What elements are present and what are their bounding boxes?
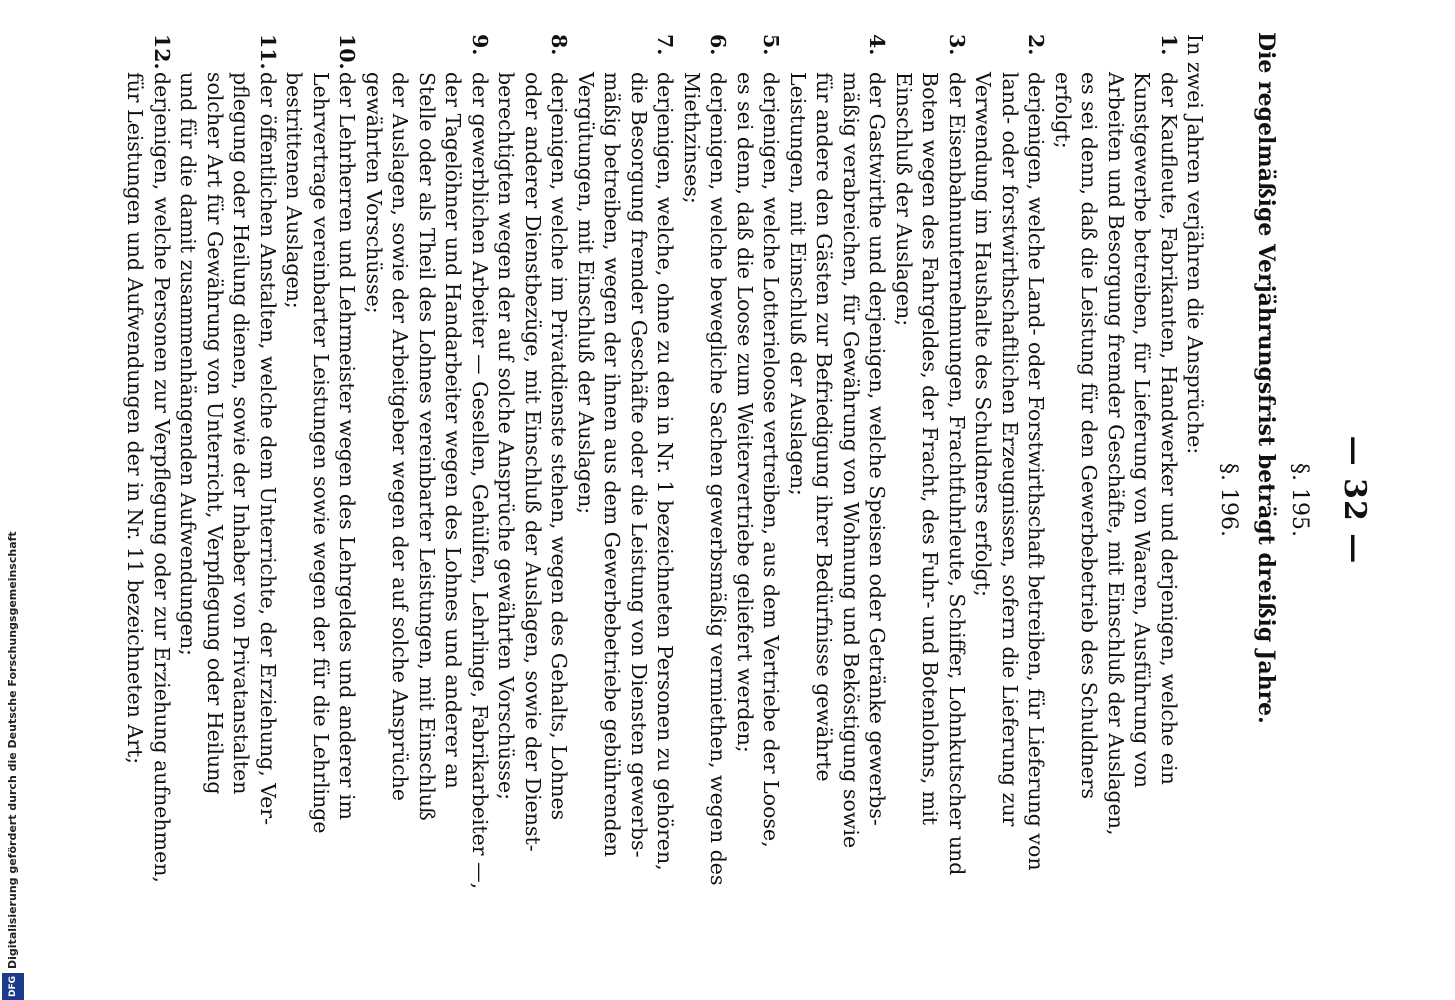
item-text-line: die Besorgung fremder Geschäfte oder die Leistung von Diensten gewerbs- [627,72,651,858]
item-text-line: der Gastwirthe und derjenigen, welche Speisen oder Getränke gewerbs- [865,72,890,826]
document-page [80,20,1390,980]
item-text-line: derjenigen, welche bewegliche Sachen gewerbsmäßig vermiethen, wegen des [706,72,731,886]
item-number: 8. [547,34,572,56]
item-text-line: und für die damit zusammenhängenden Aufwendungen; [176,72,201,656]
item-text-line: der Eisenbahnunternehmungen, Frachtfuhrleute, Schiffer, Lohnkutscher und [945,72,969,876]
item-text-line: Miethzinses; [680,72,704,204]
item-text-line: mäßig betreiben, wegen der ihnen aus dem Gewerbebetriebe gebührenden [600,72,625,858]
item-text-line: Boten wegen des Fahrgeldes, der Fracht, des Fuhr- und Botenlohns, mit [918,72,943,826]
dfg-logo-icon: DFG [2,973,24,1000]
item-text-line: es sei denn, daß die Leistung für den Gewerbebetrieb des Schuldners [1077,72,1102,800]
item-text-line: erfolgt; [1051,72,1075,149]
section-intro: In zwei Jahren verjähren die Ansprüche: [1183,34,1208,455]
item-text-line: für andere den Gästen zur Befriedigung ihrer Bedürfnisse gewährte [812,72,837,782]
item-number: 10. [335,34,360,70]
item-text-line: Stelle oder als Theil des Lohnes vereinbarter Leistungen, mit Einschluß [415,72,439,821]
item-text-line: derjenigen, welche, ohne zu den in Nr. 1 bezeichneten Personen zu gehören, [653,72,678,871]
item-text-line: es sei denn, daß die Loose zum Weitervertriebe geliefert werden; [733,72,757,753]
item-text-line: bestrittenen Auslagen; [282,72,307,309]
item-text-line: der Lehrherren und Lehrmeister wegen des Lehrgeldes und anderer im [335,72,360,820]
item-number: 11. [256,34,280,70]
item-text-line: solcher Art für Gewährung von Unterricht, Verpflegung oder Heilung [203,72,227,795]
item-number: 12. [150,34,174,70]
item-text-line: der Tagelöhner und Handarbeiter wegen des Lohnes und anderer an [441,72,466,789]
item-text-line: derjenigen, welche Land- oder Forstwirthschaft betreiben, für Lieferung von [1024,72,1049,871]
item-text-line: der Kaufleute, Fabrikanten, Handwerker und derjenigen, welche ein [1157,72,1181,785]
item-number: 4. [865,34,890,56]
item-text-line: Vergütungen, mit Einschluß der Auslagen; [574,72,598,515]
item-text-line: Lehrvertrage vereinbarter Leistungen sowie wegen der für die Lehrlinge [309,72,333,834]
item-number: 2. [1024,34,1049,56]
item-text-line: derjenigen, welche im Privatdienste stehen, wegen des Gehalts, Lohnes [547,72,572,821]
item-text-line: der gewerblichen Arbeiter — Gesellen, Gehülfen, Lehrlinge, Fabrikarbeiter —, [468,72,492,890]
item-text-line: derjenigen, welche Lotterieloose vertreiben, aus dem Vertriebe der Loose, [759,72,784,848]
item-number: 3. [945,34,969,56]
digitization-credit-text: Digitalisierung gefördert durch die Deutsche Forschungsgemeinschaft [6,531,19,969]
item-number: 1. [1157,34,1181,56]
item-number: 6. [706,34,731,56]
item-text-line: Leistungen, mit Einschluß der Auslagen; [786,72,810,496]
item-text-line: oder anderer Dienstbezüge, mit Einschluß der Auslagen, sowie der Dienst- [521,72,545,852]
digitization-credit [0,0,24,1000]
item-number: 9. [468,34,492,56]
item-number: 7. [653,34,678,56]
item-text-line: mäßig verabreichen, für Gewährung von Wohnung und Beköstigung sowie [839,72,863,849]
item-text-line: land- oder forstwirthschaftlichen Erzeugnissen, sofern die Lieferung zur [998,72,1022,827]
item-text-line: Einschluß der Auslagen; [892,72,916,327]
page-number: — 32 — [1337,435,1372,565]
item-text-line: der öffentlichen Anstalten, welche dem Unterrichte, der Erziehung, Ver- [256,72,280,826]
section-heading: §. 196. [1216,463,1242,537]
item-text-line: derjenigen, welche Personen zur Verpflegung oder zur Erziehung aufnehmen, [150,72,174,883]
item-text-line: Arbeiten und Besorgung fremder Geschäfte, mit Einschluß der Auslagen, [1104,72,1128,836]
item-text-line: Verwendung im Haushalte des Schuldners erfolgt; [971,72,996,597]
item-text-line: Kunstgewerbe betreiben, für Lieferung von Waaren, Ausführung von [1130,72,1155,789]
item-number: 5. [759,34,784,56]
item-text-line: für Leistungen und Aufwendungen der in Nr. 11 bezeichneten Art; [123,72,148,765]
item-text-line: der Auslagen, sowie der Arbeitgeber wegen der auf solche Ansprüche [388,72,413,802]
section-heading: §. 195. [1287,463,1312,537]
item-text-line: gewährten Vorschüsse; [362,72,386,314]
item-text-line: berechtigten wegen der auf solche Ansprüche gewährten Vorschüsse; [494,72,519,801]
section-text: Die regelmäßige Verjährungsfrist beträgt dreißig Jahre. [1253,32,1279,724]
item-text-line: pflegung oder Heilung dienen, sowie der Inhaber von Privatanstalten [229,72,254,795]
